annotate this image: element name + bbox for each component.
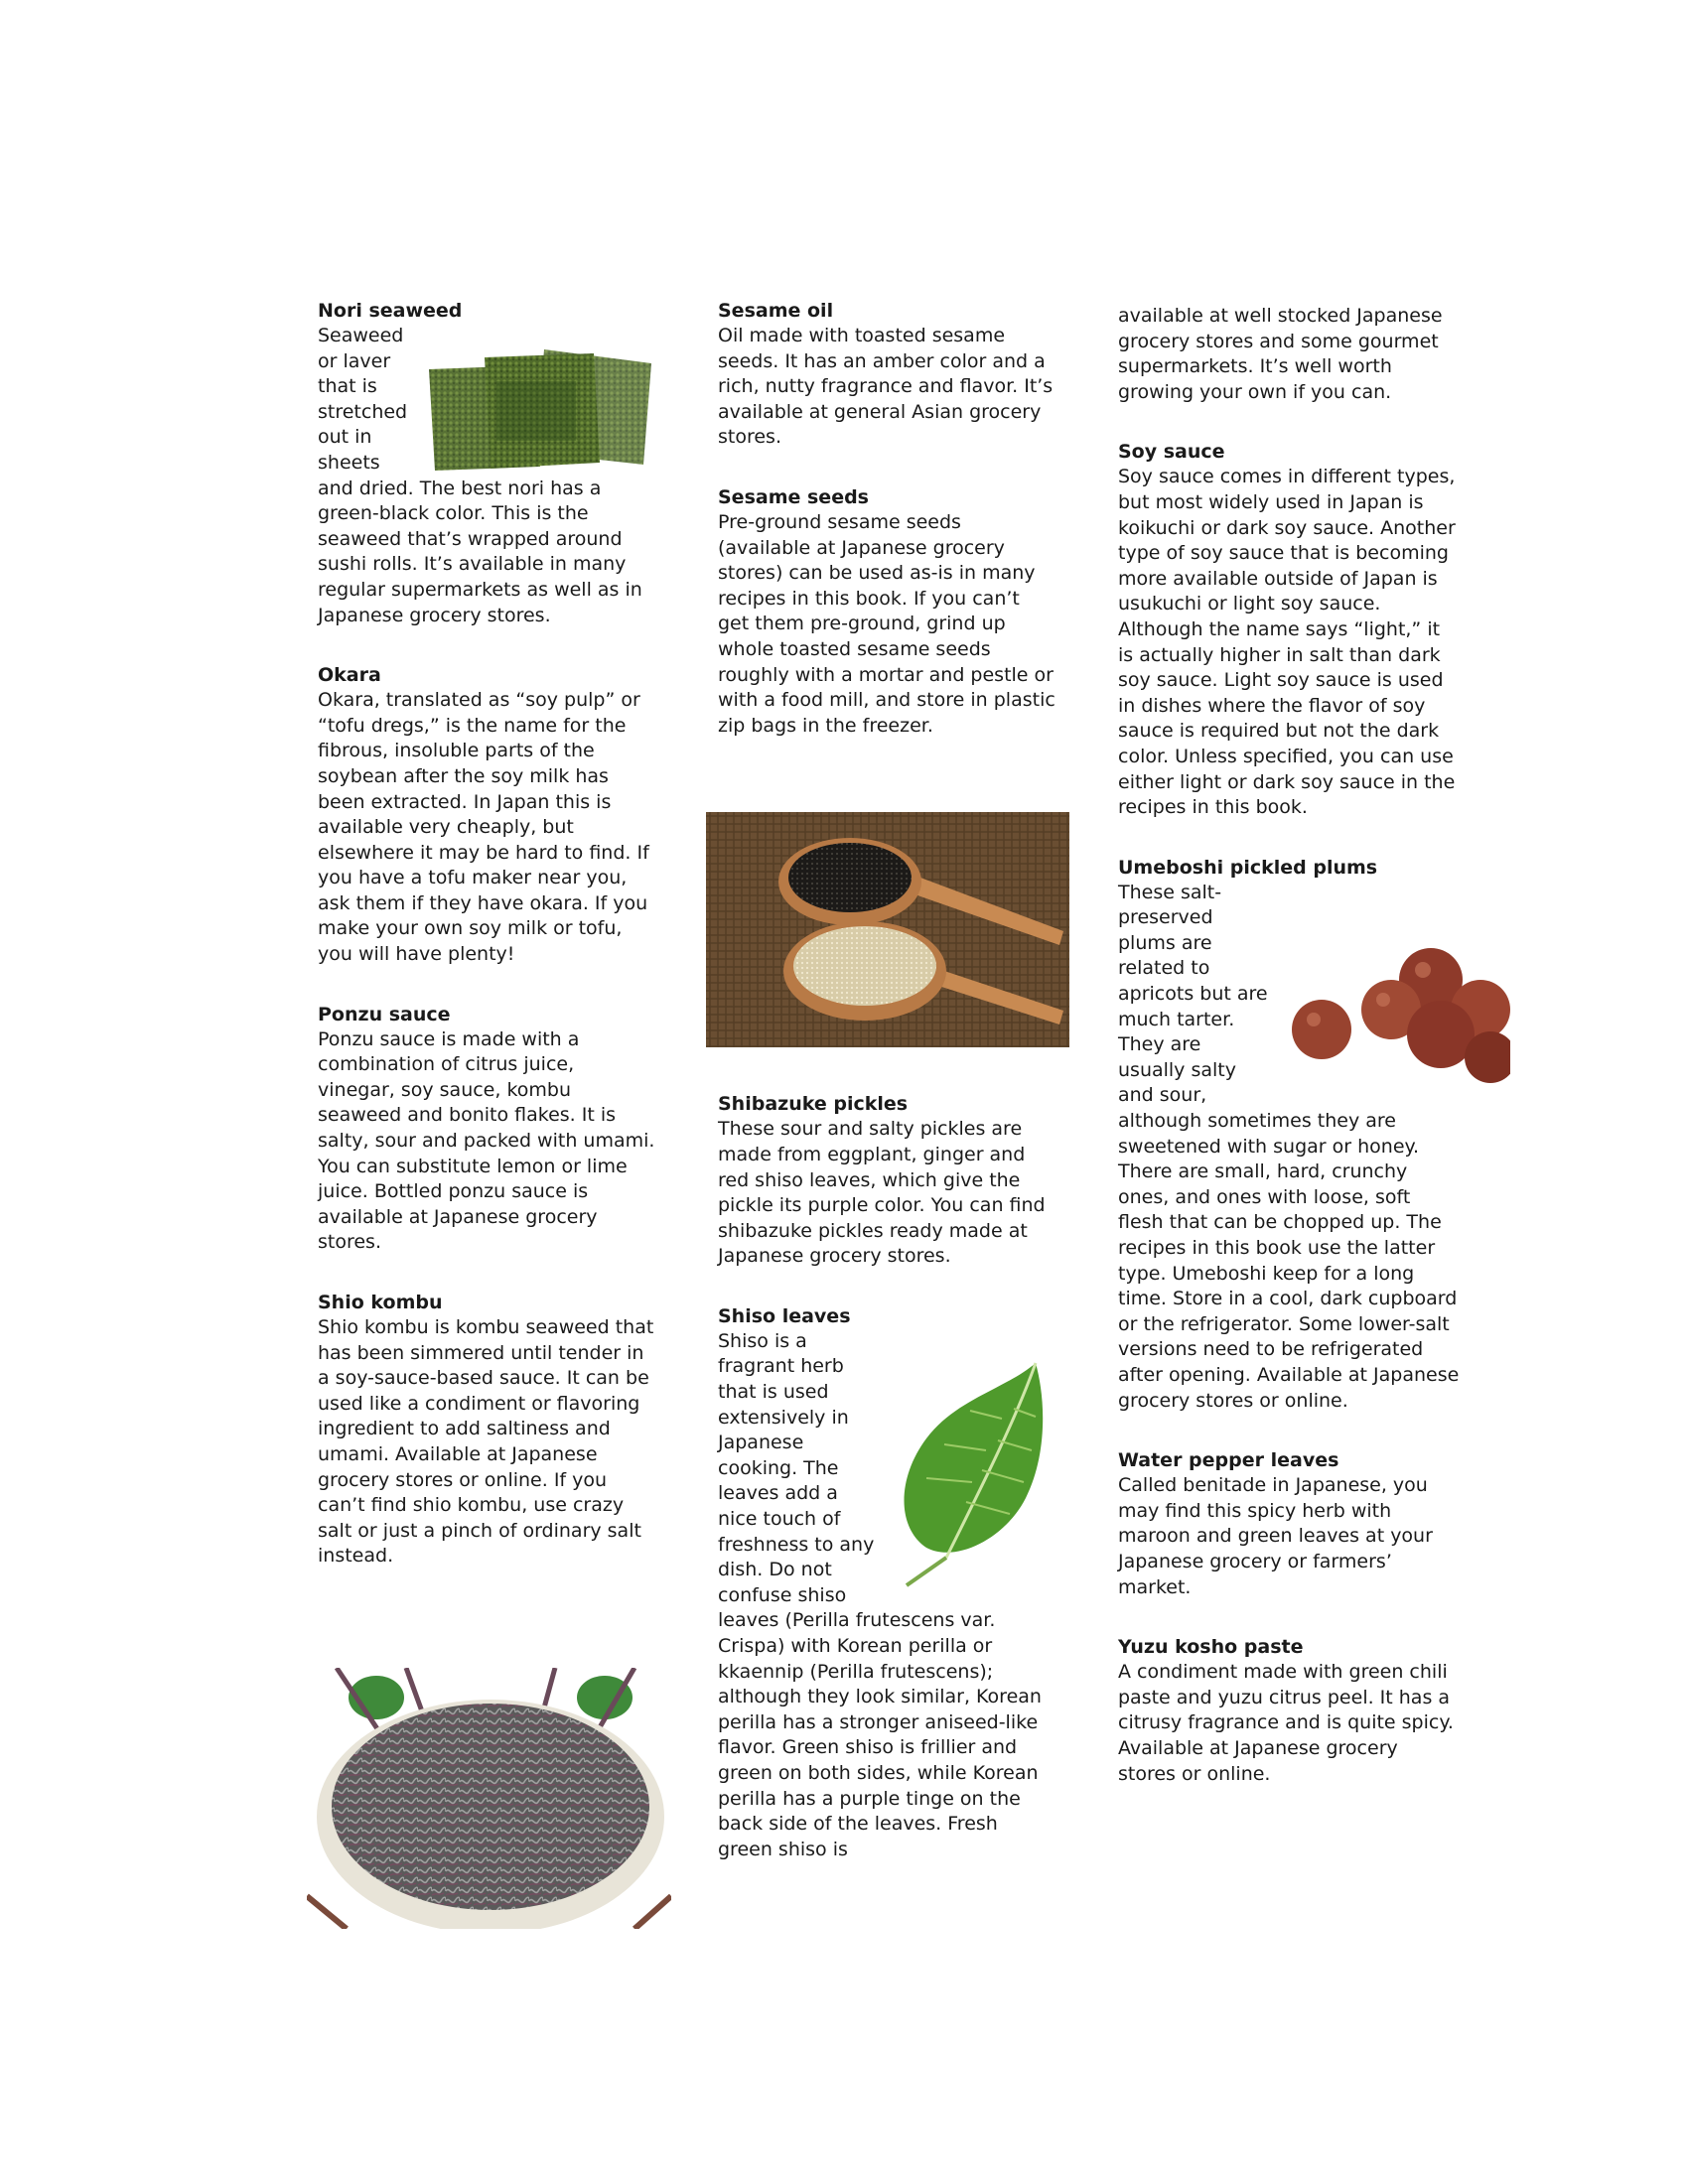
entry-shiso-continued — [1118, 304, 1461, 405]
entry-title: Sesame seeds — [718, 485, 869, 508]
entry-water-pepper — [1118, 1447, 1461, 1600]
umeboshi-plums-image — [1282, 940, 1510, 1089]
entry-okara — [318, 662, 655, 968]
entry-umeboshi — [1118, 855, 1461, 1414]
entry-sesame-seeds — [718, 484, 1055, 739]
entry-body: Oil made with toasted sesame seeds. It has an amber color and a rich, nutty fragrance and flavor. It’s available at general Asian grocery stores. — [718, 325, 1054, 449]
entry-nori — [318, 298, 655, 628]
entry-title: Okara — [318, 664, 381, 687]
entry-title: Shiso leaves — [718, 1304, 851, 1327]
shiso-leaf-image — [887, 1359, 1055, 1587]
entry-title: Shio kombu — [318, 1292, 443, 1313]
entry-body: Seaweed or laver that is stretched out in sheets and dried. The best nori has a green-black color. This is the seaweed that’s wrapped around sushi rolls. It’s available in many regular supermarkets as well as in Japanese grocery stores. — [318, 325, 642, 626]
entry-soy-sauce — [1118, 439, 1461, 820]
entry-body: Called benitade in Japanese, you may find this spicy herb with maroon and green leaves at your Japanese grocery or farmers’ market. — [1118, 1474, 1433, 1598]
entry-title: Nori seaweed — [318, 300, 463, 322]
entry-title: Ponzu sauce — [318, 1003, 451, 1025]
column-3 — [1118, 298, 1461, 1821]
entry-body: Shiso is a fragrant herb that is used extensively in Japanese cooking. The leaves add a nice touch of freshness to any dish. Do not confuse shiso leaves (Perilla frutescens var. Crispa) with Korean perilla or kkaennip (Perilla frutescens); although they look similar, Korean perilla has a stronger aniseed-like flavor. Green shiso is frillier and green on both sides, while Korean perilla has a purple tinge on the back side of the leaves. Fresh green shiso is — [718, 1329, 1042, 1860]
entry-title: Soy sauce — [1118, 441, 1225, 464]
entry-body: A condiment made with green chili paste and yuzu citrus peel. It has a citrusy fragrance and is quite spicy. Available at Japanese grocery stores or online. — [1118, 1661, 1454, 1785]
entry-body: Ponzu sauce is made with a combination of citrus juice, vinegar, soy sauce, kombu seaweed and bonito flakes. It is salty, sour and packed with umami. You can substitute lemon or lime juice. Bottled ponzu sauce is available at Japanese grocery stores. — [318, 1027, 655, 1254]
entry-shio-kombu — [318, 1290, 655, 1570]
entry-yuzu — [1118, 1634, 1461, 1787]
entry-body: Okara, translated as “soy pulp” or “tofu dregs,” is the name for the fibrous, insoluble parts of the soybean after the soy milk has been extracted. In Japan this is available very cheaply, but elsewhere it may be hard to find. If you have a tofu maker near you, ask them if they have okara. If you make your own soy milk or tofu, you will have plenty! — [318, 689, 649, 966]
entry-body: Pre-ground sesame seeds (available at Japanese grocery stores) can be used as-is in many recipes in this book. If you can’t get them pre-ground, grind up whole toasted sesame seeds roughly with a mortar and pestle or with a food mill, and store in plastic zip bags in the freezer. — [718, 510, 1055, 737]
entry-body: Soy sauce comes in different types, but most widely used in Japan is koikuchi or dark soy sauce. Another type of soy sauce that is becoming more available outside of Japan is usukuchi or light soy sauce. Although the name says “light,” it is actually higher in salt than dark soy sauce. Light soy sauce is used in dishes where the flavor of soy sauce is required but not the dark color. Unless specified, you can use either light or dark soy sauce in the recipes in this book. — [1118, 466, 1456, 819]
entry-ponzu — [318, 1002, 655, 1256]
entry-title: Shibazuke pickles — [718, 1093, 909, 1116]
entry-title: Water pepper leaves — [1118, 1449, 1339, 1472]
sesame-seeds-photo — [706, 812, 1069, 1047]
shio-kombu-photo — [307, 1668, 671, 1929]
entry-sesame-oil — [718, 298, 1055, 451]
entry-body: Shio kombu is kombu seaweed that has been simmered until tender in a soy-sauce-based sauce. It can be used like a condiment or flavoring ingredient to add saltiness and umami. Available at Japanese grocery stores or online. If you can’t find shio kombu, use crazy salt or just a pinch of ordinary salt instead. — [318, 1316, 654, 1568]
entry-body: available at well stocked Japanese grocery stores and some gourmet supermarkets. It’s well worth growing your own if you can. — [1118, 305, 1443, 403]
column-1 — [318, 298, 655, 1603]
entry-shibazuke — [718, 1091, 1055, 1270]
entry-title: Sesame oil — [718, 300, 834, 322]
nori-sheets-image — [425, 343, 655, 473]
entry-body: These salt-preserved plums are related to apricots but are much tarter. They are usually salty and sour, although sometimes they are sweetened with sugar or honey. There are small, hard, crunchy ones, and ones with loose, soft flesh that can be chopped up. The recipes in this book use the latter type. Umeboshi keep for a long time. Store in a cool, dark cupboard or the refrigerator. Some lower-salt versions need to be refrigerated after opening. Available at Japanese grocery stores or online. — [1118, 881, 1460, 1412]
entry-body: These sour and salty pickles are made from eggplant, ginger and red shiso leaves, which give the pickle its purple color. You can find shibazuke pickles ready made at Japanese grocery stores. — [718, 1118, 1046, 1268]
entry-title: Yuzu kosho paste — [1118, 1636, 1304, 1659]
column-2 — [718, 298, 1055, 1896]
entry-title: Umeboshi pickled plums — [1118, 856, 1378, 879]
entry-shiso — [718, 1303, 1055, 1862]
